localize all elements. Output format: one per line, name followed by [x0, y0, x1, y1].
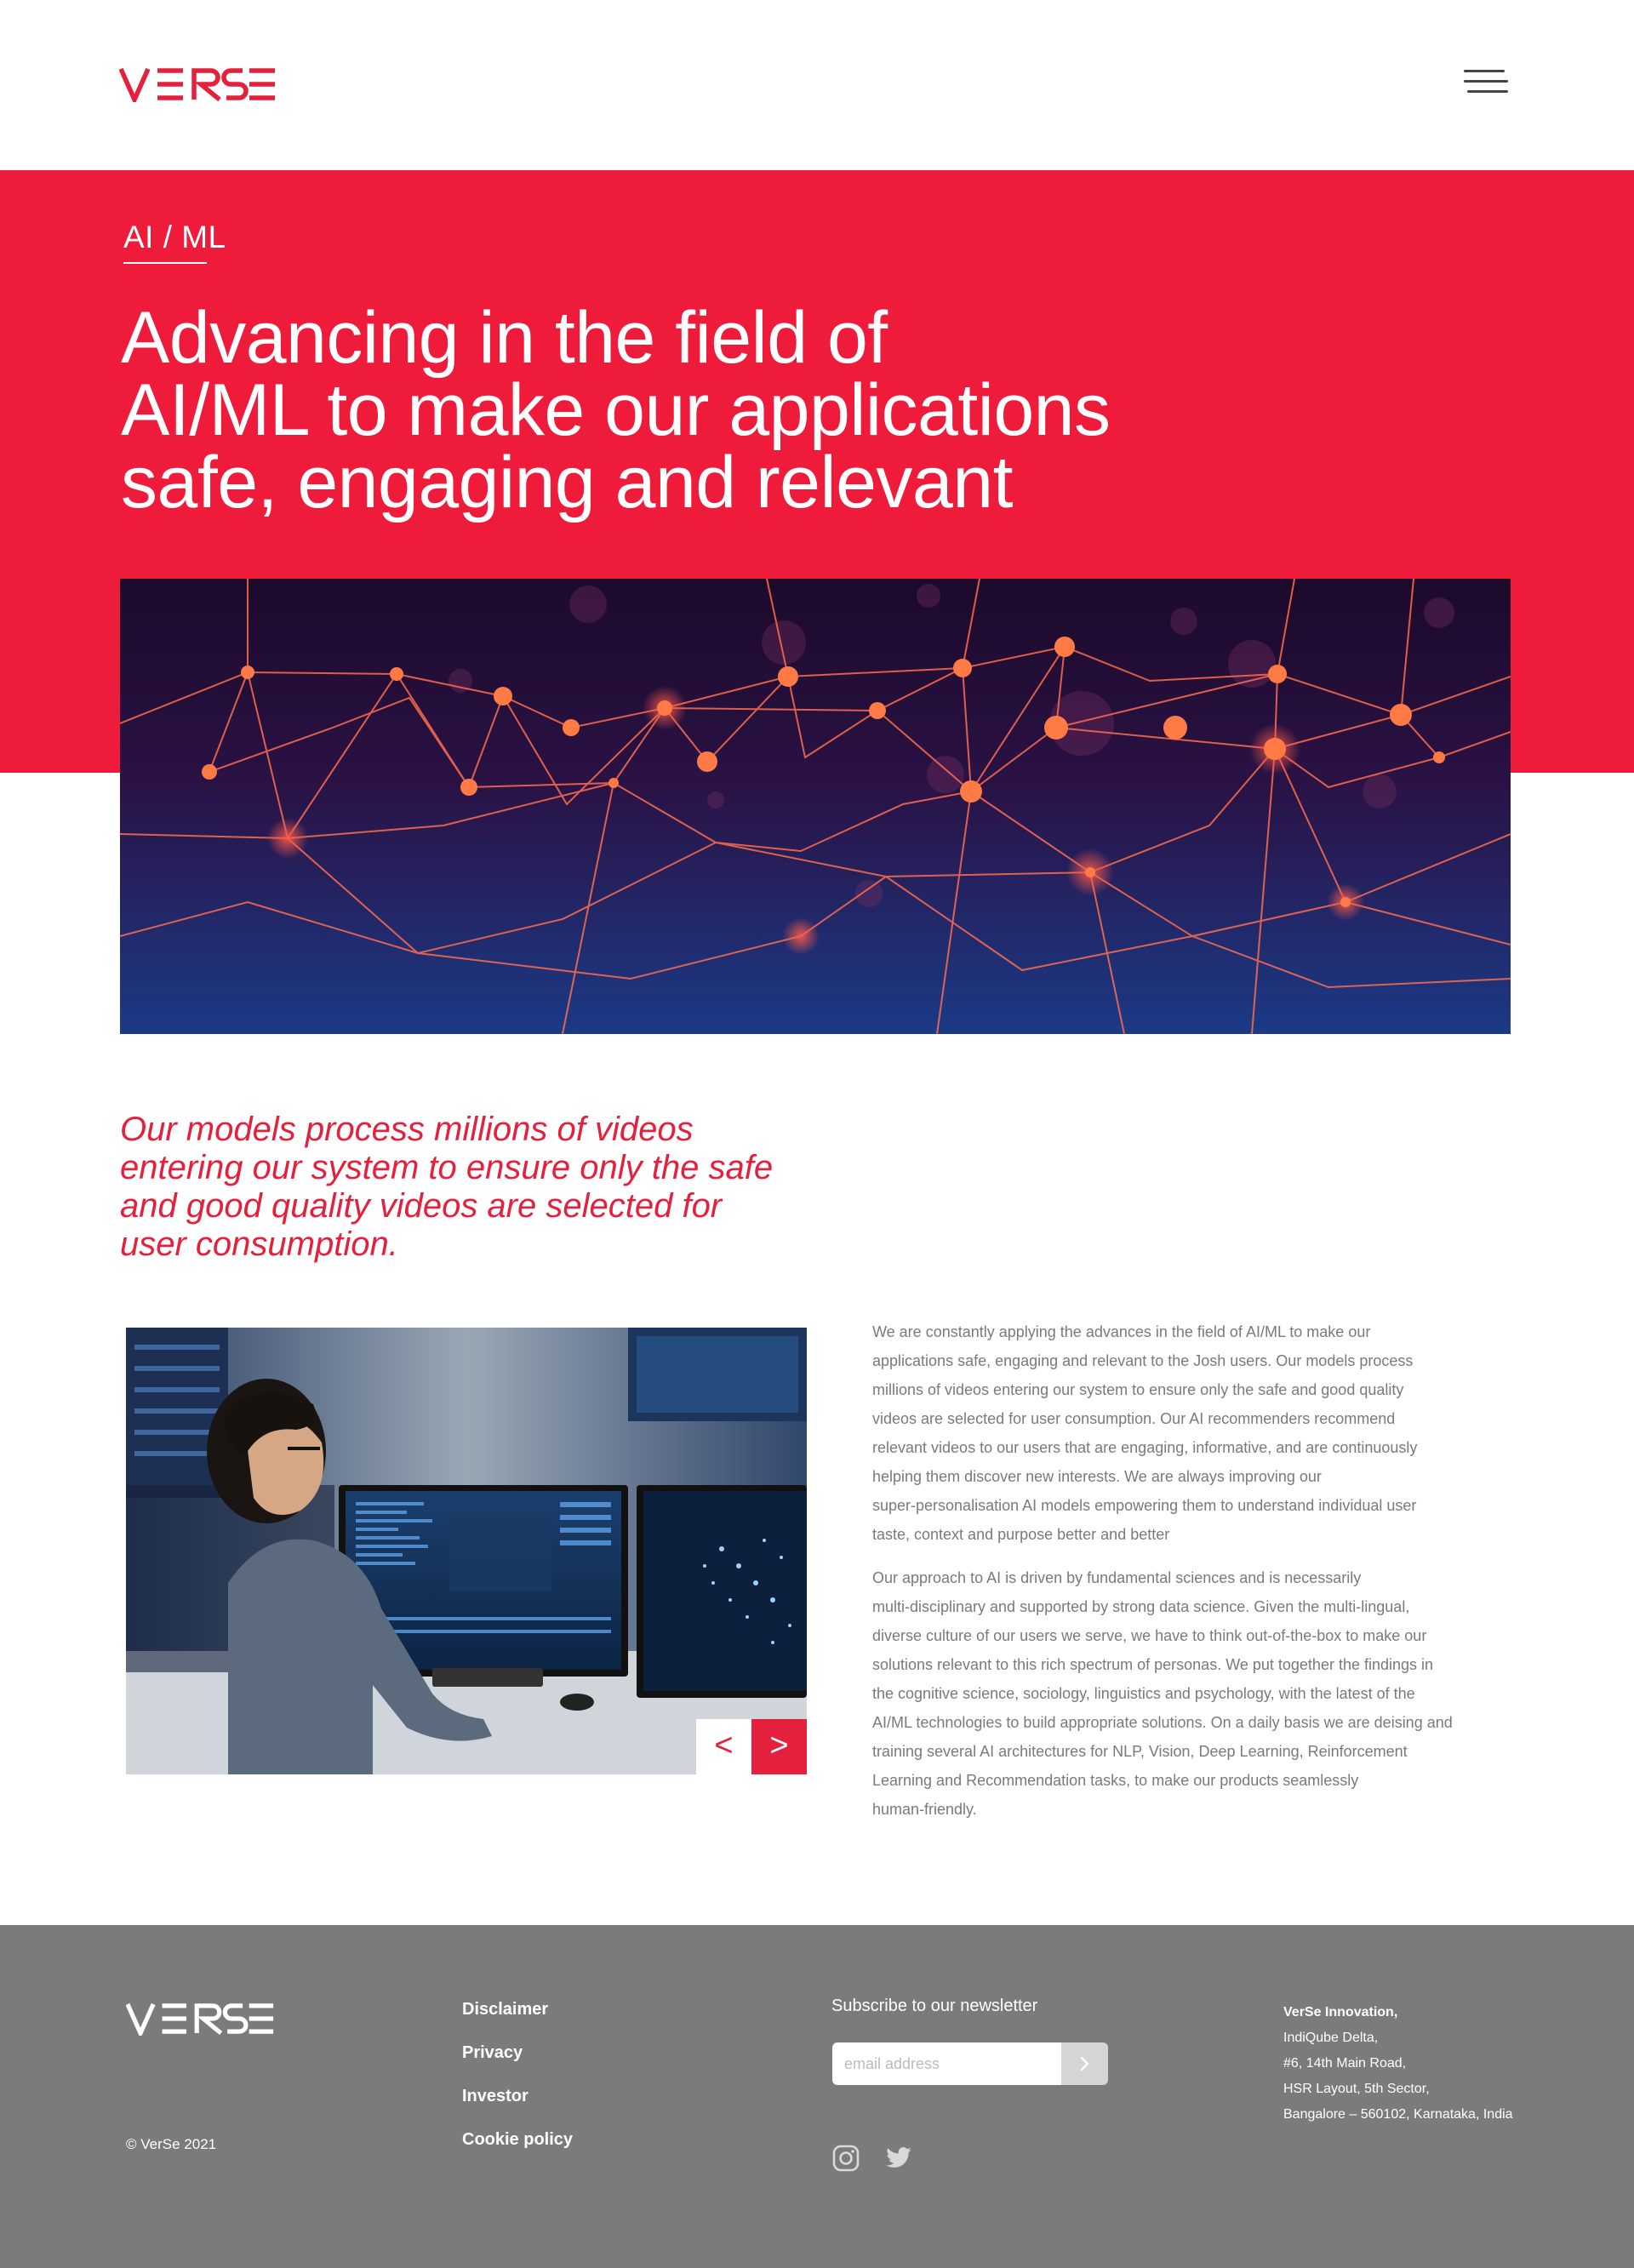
footer-link-privacy[interactable]: Privacy	[462, 2043, 523, 2062]
address-line: VerSe Innovation,	[1283, 2005, 1398, 2019]
body-paragraph	[872, 1317, 1512, 1549]
footer-link-cookie-policy[interactable]: Cookie policy	[462, 2130, 574, 2149]
paragraph-line: taste, context and purpose better and better	[872, 1526, 1170, 1543]
copyright-text: © VerSe 2021	[126, 2136, 217, 2152]
carousel-next-button[interactable]: >	[751, 1719, 807, 1774]
footer-link-disclaimer[interactable]: Disclaimer	[462, 2000, 549, 2019]
address-line: Bangalore – 560102, Karnataka, India	[1283, 2107, 1513, 2122]
instagram-icon[interactable]	[832, 2145, 860, 2172]
engineer-at-workstation-image	[126, 1328, 807, 1774]
hero-title-line: safe, engaging and relevant	[121, 442, 1013, 523]
quote-line: entering our system to ensure only the safe	[120, 1149, 774, 1186]
paragraph-line: the cognitive science, sociology, linguistics and psychology, with the latest of the	[872, 1685, 1415, 1702]
body-paragraph	[872, 1563, 1512, 1824]
hero-title	[121, 297, 1312, 523]
carousel-prev-button[interactable]: <	[696, 1719, 751, 1774]
newsletter-title: Subscribe to our newsletter	[831, 1997, 1038, 2015]
quote-line: user consumption.	[120, 1225, 398, 1263]
footer-verse-logo[interactable]	[126, 2002, 275, 2040]
twitter-icon[interactable]	[885, 2145, 912, 2171]
address-line: #6, 14th Main Road,	[1283, 2056, 1407, 2071]
hamburger-menu-icon[interactable]	[1464, 68, 1511, 95]
paragraph-line: millions of videos entering our system to ensure only the safe and good quality	[872, 1381, 1404, 1398]
paragraph-line: helping them discover new interests. We are always improving our	[872, 1468, 1322, 1485]
paragraph-line: super-personalisation AI models empowering them to understand individual user	[872, 1497, 1417, 1514]
paragraph-line: AI/ML technologies to build appropriate solutions. On a daily basis we are deising and	[872, 1714, 1453, 1731]
neural-network-hero-image	[120, 579, 1511, 1034]
paragraph-line: solutions relevant to this rich spectrum of personas. We put together the findings in	[872, 1656, 1434, 1673]
paragraph-line: We are constantly applying the advances in the field of AI/ML to make our	[872, 1323, 1371, 1340]
quote-line: and good quality videos are selected for	[120, 1187, 723, 1225]
paragraph-line: Our approach to AI is driven by fundamental sciences and is necessarily	[872, 1569, 1362, 1586]
paragraph-line: applications safe, engaging and relevant to the Josh users. Our models process	[872, 1352, 1414, 1369]
verse-logo[interactable]	[119, 66, 277, 106]
hero-title-line: Advancing in the field of	[121, 297, 888, 379]
chevron-right-icon	[1061, 2042, 1108, 2085]
newsletter-submit-button[interactable]	[1061, 2042, 1108, 2085]
section-tag-underline	[123, 262, 207, 264]
paragraph-line: multi-disciplinary and supported by strong data science. Given the multi-lingual,	[872, 1598, 1410, 1615]
hero-title-line: AI/ML to make our applications	[121, 369, 1111, 451]
section-tag: AI / ML	[123, 220, 226, 254]
paragraph-line: diverse culture of our users we serve, we have to think out-of-the-box to make our	[872, 1627, 1427, 1644]
newsletter-email-input[interactable]	[832, 2042, 1062, 2085]
footer-link-investor[interactable]: Investor	[462, 2087, 528, 2105]
quote-line: Our models process millions of videos	[120, 1111, 694, 1148]
address-line: IndiQube Delta,	[1283, 2031, 1379, 2045]
highlight-quote	[120, 1111, 826, 1264]
paragraph-line: relevant videos to our users that are engaging, informative, and are continuously	[872, 1439, 1418, 1456]
paragraph-line: videos are selected for user consumption. Our AI recommenders recommend	[872, 1410, 1396, 1427]
paragraph-line: human-friendly.	[872, 1801, 977, 1818]
address-line: HSR Layout, 5th Sector,	[1283, 2082, 1430, 2096]
paragraph-line: training several AI architectures for NLP, Vision, Deep Learning, Reinforcement	[872, 1743, 1408, 1760]
company-address	[1283, 2000, 1513, 2128]
paragraph-line: Learning and Recommendation tasks, to make our products seamlessly	[872, 1772, 1359, 1789]
